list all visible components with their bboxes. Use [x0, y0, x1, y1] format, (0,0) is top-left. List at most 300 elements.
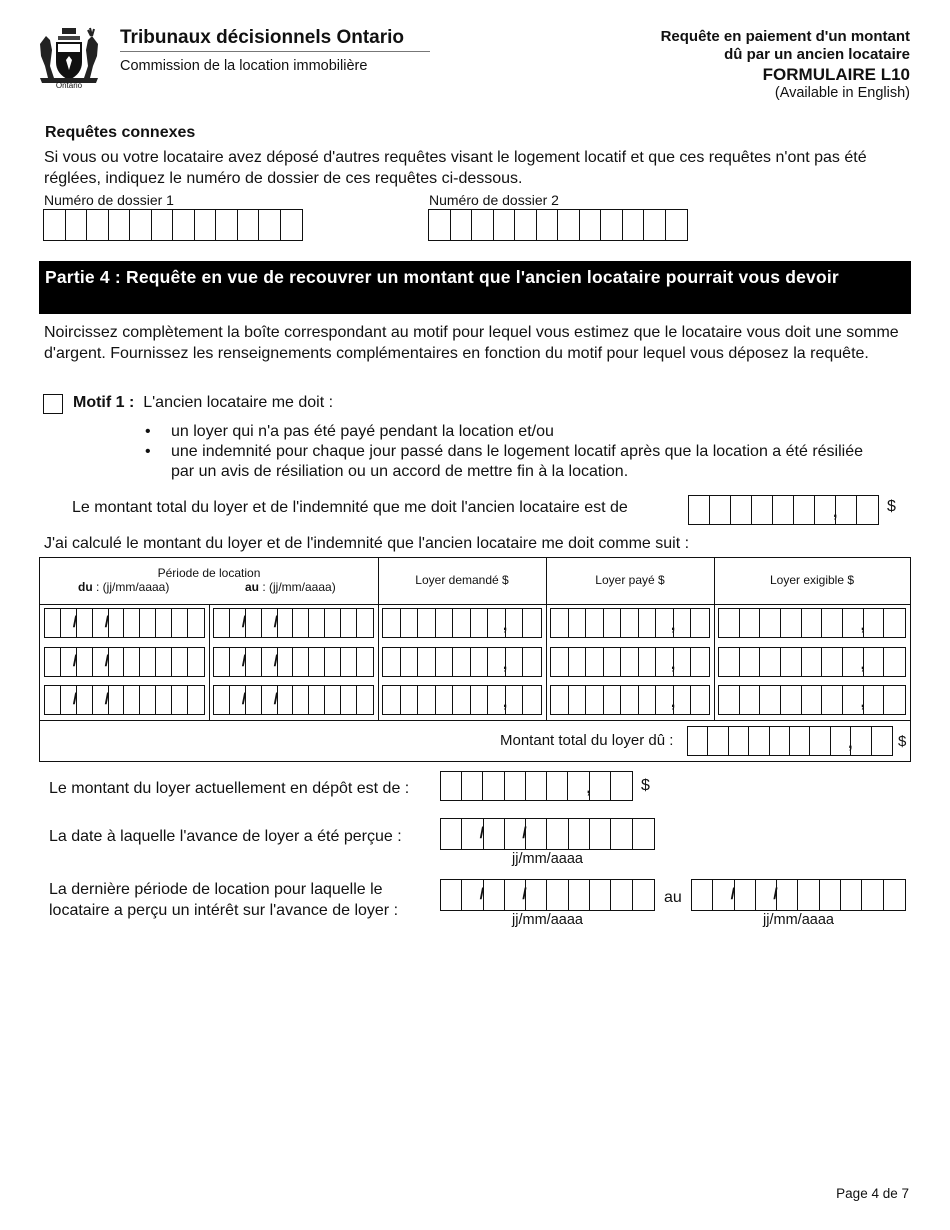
digit-box[interactable] — [841, 880, 862, 910]
from-date-header — [78, 580, 169, 594]
row-2-rent-owing[interactable] — [718, 647, 906, 677]
digit-box[interactable] — [719, 648, 740, 676]
digit-box[interactable] — [719, 609, 740, 637]
decimal-separator: , — [502, 617, 508, 634]
digit-box[interactable] — [502, 648, 524, 676]
digit-box[interactable] — [130, 210, 152, 240]
file-number-2-field[interactable] — [428, 209, 688, 241]
row-2-from-date[interactable] — [44, 647, 205, 677]
rent-owing-header: Loyer exigible $ — [769, 573, 855, 587]
decimal-separator: , — [670, 617, 676, 634]
total-rent-owing-currency: $ — [898, 733, 907, 750]
rent-charged-header: Loyer demandé $ — [415, 573, 509, 587]
digit-box[interactable] — [569, 609, 587, 637]
digit-box[interactable] — [453, 648, 471, 676]
interest-period-from-format: jj/mm/aaaa — [512, 912, 583, 928]
date-separator: / — [479, 825, 485, 842]
digit-box[interactable] — [44, 210, 66, 240]
digit-box[interactable] — [611, 819, 632, 849]
digit-box[interactable] — [45, 686, 61, 714]
digit-box[interactable] — [471, 648, 489, 676]
row-3-from-date[interactable] — [44, 685, 205, 715]
digit-box[interactable] — [418, 686, 436, 714]
digit-box[interactable] — [604, 648, 622, 676]
period-header: Période de location — [157, 566, 261, 580]
digit-box[interactable] — [601, 210, 623, 240]
digit-box[interactable] — [691, 686, 709, 714]
decimal-separator: , — [860, 617, 866, 634]
digit-box[interactable] — [522, 880, 547, 910]
digit-box[interactable] — [719, 686, 740, 714]
date-separator: / — [72, 653, 78, 670]
digit-box[interactable] — [639, 686, 657, 714]
digit-box[interactable] — [72, 609, 93, 637]
digit-box[interactable] — [441, 880, 462, 910]
digit-box[interactable] — [749, 727, 769, 755]
digit-box[interactable] — [884, 686, 905, 714]
date-separator: / — [72, 691, 78, 708]
deposit-currency: $ — [641, 777, 650, 794]
digit-box[interactable] — [633, 819, 654, 849]
digit-box[interactable] — [436, 686, 454, 714]
digit-box[interactable] — [760, 648, 781, 676]
digit-box[interactable] — [273, 648, 294, 676]
digit-box[interactable] — [325, 686, 341, 714]
digit-box[interactable] — [173, 210, 195, 240]
interest-period-to-word: au — [664, 889, 682, 906]
digit-box[interactable] — [586, 609, 604, 637]
digit-box[interactable] — [124, 609, 140, 637]
digit-box[interactable] — [731, 496, 752, 524]
total-rent-owing-field[interactable] — [687, 726, 893, 756]
digit-box[interactable] — [633, 880, 654, 910]
digit-box[interactable] — [691, 609, 709, 637]
digit-box[interactable] — [325, 609, 341, 637]
digit-box[interactable] — [309, 686, 325, 714]
digit-box[interactable] — [45, 609, 61, 637]
bullet-icon: • — [145, 443, 151, 460]
digit-box[interactable] — [781, 648, 802, 676]
digit-box[interactable] — [810, 727, 830, 755]
digit-box[interactable] — [670, 648, 692, 676]
deposit-date-field[interactable] — [440, 818, 655, 850]
to-word: au — [245, 580, 260, 594]
digit-box[interactable] — [273, 686, 294, 714]
row-3-rent-owing[interactable] — [718, 685, 906, 715]
digit-box[interactable] — [293, 648, 309, 676]
digit-box[interactable] — [140, 686, 156, 714]
digit-box[interactable] — [884, 648, 905, 676]
form-title-block — [661, 28, 910, 102]
deposit-date-format: jj/mm/aaaa — [512, 851, 583, 867]
digit-box[interactable] — [794, 496, 815, 524]
bullet-text: un loyer qui n'a pas été payé pendant la location et/ou — [171, 423, 554, 440]
row-2-to-date[interactable] — [213, 647, 374, 677]
digit-box[interactable] — [451, 210, 473, 240]
date-separator: / — [773, 886, 778, 903]
digit-box[interactable] — [611, 880, 632, 910]
digit-box[interactable] — [547, 819, 568, 849]
digit-box[interactable] — [494, 210, 516, 240]
interest-period-label-line-2: locataire a perçu un intérêt sur l'avance de loyer : — [49, 902, 399, 919]
date-separator: / — [479, 886, 485, 903]
digit-box[interactable] — [760, 686, 781, 714]
available-in-english: (Available in English) — [774, 85, 910, 101]
digit-box[interactable] — [569, 880, 590, 910]
row-1-rent-charged[interactable] — [382, 608, 542, 638]
digit-box[interactable] — [820, 880, 841, 910]
digit-box[interactable] — [401, 648, 419, 676]
digit-box[interactable] — [551, 648, 569, 676]
interest-period-label-line-1: La dernière période de location pour laquelle le — [49, 881, 383, 898]
digit-box[interactable] — [479, 819, 505, 849]
decimal-separator: , — [860, 694, 866, 711]
digit-box[interactable] — [238, 210, 260, 240]
digit-box[interactable] — [860, 648, 885, 676]
interest-period-from-field[interactable] — [440, 879, 655, 911]
from-word: du — [78, 580, 93, 594]
digit-box[interactable] — [644, 210, 666, 240]
digit-box[interactable] — [590, 819, 611, 849]
digit-box[interactable] — [259, 210, 281, 240]
digit-box[interactable] — [188, 648, 204, 676]
date-separator: / — [241, 614, 247, 631]
digit-box[interactable] — [611, 772, 632, 800]
digit-box[interactable] — [293, 686, 309, 714]
digit-box[interactable] — [781, 686, 802, 714]
reason-1-text: L'ancien locataire me doit : — [143, 394, 334, 411]
deposit-date-label: La date à laquelle l'avance de loyer a été perçue : — [49, 828, 402, 845]
digit-box[interactable] — [195, 210, 217, 240]
digit-box[interactable] — [523, 648, 541, 676]
digit-box[interactable] — [309, 648, 325, 676]
tribunal-name: Tribunaux décisionnels Ontario — [120, 27, 404, 48]
digit-box[interactable] — [401, 609, 419, 637]
digit-box[interactable] — [740, 686, 761, 714]
digit-box[interactable] — [537, 210, 559, 240]
digit-box[interactable] — [862, 880, 883, 910]
digit-box[interactable] — [72, 648, 93, 676]
digit-box[interactable] — [770, 727, 790, 755]
digit-box[interactable] — [802, 686, 823, 714]
digit-box[interactable] — [798, 880, 819, 910]
digit-box[interactable] — [341, 648, 357, 676]
digit-box[interactable] — [241, 648, 262, 676]
related-heading: Requêtes connexes — [45, 124, 196, 141]
date-separator: / — [72, 614, 78, 631]
date-separator: / — [730, 886, 736, 903]
page-number: Page 4 de 7 — [836, 1186, 909, 1201]
total-owed-label: Le montant total du loyer et de l'indemnité que me doit l'ancien locataire est de — [72, 499, 628, 516]
to-format: : (jj/mm/aaaa) — [259, 580, 336, 594]
digit-box[interactable] — [188, 686, 204, 714]
digit-box[interactable] — [740, 648, 761, 676]
interest-period-to-format: jj/mm/aaaa — [763, 912, 834, 928]
digit-box[interactable] — [670, 609, 692, 637]
digit-box[interactable] — [551, 609, 569, 637]
digit-box[interactable] — [293, 609, 309, 637]
digit-box[interactable] — [441, 819, 462, 849]
digit-box[interactable] — [383, 609, 401, 637]
digit-box[interactable] — [621, 648, 639, 676]
decimal-separator: , — [860, 656, 866, 673]
date-separator: / — [273, 653, 279, 670]
calculation-text: J'ai calculé le montant du loyer et de l'indemnité que l'ancien locataire me doit comme suit : — [44, 535, 690, 552]
digit-box[interactable] — [523, 609, 541, 637]
digit-box[interactable] — [586, 772, 611, 800]
digit-box[interactable] — [689, 496, 710, 524]
digit-box[interactable] — [621, 609, 639, 637]
digit-box[interactable] — [547, 772, 568, 800]
total-owed-field[interactable] — [688, 495, 879, 525]
digit-box[interactable] — [471, 686, 489, 714]
digit-box[interactable] — [87, 210, 109, 240]
digit-box[interactable] — [172, 648, 188, 676]
date-separator: / — [104, 691, 110, 708]
decimal-separator: , — [502, 656, 508, 673]
digit-box[interactable] — [502, 686, 524, 714]
digit-box[interactable] — [309, 609, 325, 637]
file-number-1-label: Numéro de dossier 1 — [44, 192, 174, 208]
digit-box[interactable] — [436, 648, 454, 676]
digit-box[interactable] — [418, 609, 436, 637]
digit-box[interactable] — [580, 210, 602, 240]
decimal-separator: , — [670, 694, 676, 711]
digit-box[interactable] — [710, 496, 731, 524]
decimal-separator: , — [848, 735, 853, 752]
digit-box[interactable] — [216, 210, 238, 240]
row-3-rent-charged[interactable] — [382, 685, 542, 715]
digit-box[interactable] — [45, 648, 61, 676]
digit-box[interactable] — [569, 648, 587, 676]
form-title-line-1: Requête en paiement d'un montant — [660, 28, 910, 45]
digit-box[interactable] — [586, 686, 604, 714]
list-item — [145, 442, 885, 482]
digit-box[interactable] — [760, 609, 781, 637]
digit-box[interactable] — [72, 686, 93, 714]
digit-box[interactable] — [623, 210, 645, 240]
date-separator: / — [273, 691, 279, 708]
digit-box[interactable] — [462, 772, 483, 800]
file-number-2-label: Numéro de dossier 2 — [429, 192, 559, 208]
digit-box[interactable] — [453, 609, 471, 637]
file-number-1-field[interactable] — [43, 209, 303, 241]
interest-period-to-field[interactable] — [691, 879, 906, 911]
date-separator: / — [241, 691, 247, 708]
digit-box[interactable] — [325, 648, 341, 676]
digit-box[interactable] — [860, 609, 885, 637]
digit-box[interactable] — [124, 648, 140, 676]
total-rent-owing-label: Montant total du loyer dû : — [500, 732, 674, 749]
date-separator: / — [104, 614, 110, 631]
decimal-separator: , — [670, 656, 676, 673]
date-separator: / — [104, 653, 110, 670]
digit-box[interactable] — [172, 686, 188, 714]
deposit-amount-label: Le montant du loyer actuellement en dépôt est de : — [49, 780, 410, 797]
digit-box[interactable] — [401, 686, 419, 714]
digit-box[interactable] — [670, 686, 692, 714]
list-item — [145, 422, 885, 442]
form-title-line-2: dû par un ancien locataire — [724, 46, 910, 63]
header-divider — [120, 51, 430, 52]
part-4-instructions: Noircissez complètement la boîte correspondant au motif pour lequel vous estimez que le locataire vous doit une somme d'argent. Fournissez les renseignements complémentaires en fonction du motif pour lequel vous déposez la requête. — [44, 324, 899, 362]
row-3-rent-paid[interactable] — [550, 685, 710, 715]
column-divider — [209, 604, 210, 720]
digit-box[interactable] — [66, 210, 88, 240]
digit-box[interactable] — [569, 819, 590, 849]
reason-1-line — [73, 392, 333, 413]
digit-box[interactable] — [822, 648, 843, 676]
deposit-amount-field[interactable] — [440, 771, 633, 801]
digit-box[interactable] — [884, 880, 905, 910]
digit-box[interactable] — [558, 210, 580, 240]
row-divider — [40, 604, 910, 605]
related-text: Si vous ou votre locataire avez déposé d'autres requêtes visant le logement locatif et que ces requêtes n'ont pas été réglées, indiquez le numéro de dossier de ces requêtes ci-dessous. — [44, 149, 867, 187]
digit-box[interactable] — [104, 686, 125, 714]
digit-box[interactable] — [152, 210, 174, 240]
digit-box[interactable] — [730, 880, 756, 910]
digit-box[interactable] — [156, 609, 172, 637]
digit-box[interactable] — [526, 772, 547, 800]
digit-box[interactable] — [688, 727, 708, 755]
digit-box[interactable] — [729, 727, 749, 755]
digit-box[interactable] — [708, 727, 728, 755]
digit-box[interactable] — [639, 648, 657, 676]
digit-box[interactable] — [621, 686, 639, 714]
digit-box[interactable] — [273, 609, 294, 637]
digit-box[interactable] — [104, 609, 125, 637]
form-number: FORMULAIRE L10 — [762, 65, 910, 84]
digit-box[interactable] — [740, 609, 761, 637]
digit-box[interactable] — [441, 772, 462, 800]
digit-box[interactable] — [857, 496, 878, 524]
digit-box[interactable] — [341, 686, 357, 714]
digit-box[interactable] — [429, 210, 451, 240]
digit-box[interactable] — [453, 686, 471, 714]
digit-box[interactable] — [848, 727, 871, 755]
digit-box[interactable] — [418, 648, 436, 676]
digit-box[interactable] — [472, 210, 494, 240]
date-separator: / — [522, 825, 527, 842]
digit-box[interactable] — [551, 686, 569, 714]
digit-box[interactable] — [483, 772, 504, 800]
digit-box[interactable] — [781, 609, 802, 637]
row-2-rent-paid[interactable] — [550, 647, 710, 677]
digit-box[interactable] — [140, 648, 156, 676]
digit-box[interactable] — [383, 686, 401, 714]
row-divider — [40, 720, 910, 721]
row-1-from-date[interactable] — [44, 608, 205, 638]
digit-box[interactable] — [241, 609, 262, 637]
digit-box[interactable] — [214, 648, 230, 676]
reason-1-label: Motif 1 : — [73, 394, 135, 411]
digit-box[interactable] — [241, 686, 262, 714]
digit-box[interactable] — [860, 686, 885, 714]
digit-box[interactable] — [214, 609, 230, 637]
digit-box[interactable] — [109, 210, 131, 240]
row-1-rent-owing[interactable] — [718, 608, 906, 638]
digit-box[interactable] — [691, 648, 709, 676]
digit-box[interactable] — [357, 609, 373, 637]
from-format: : (jj/mm/aaaa) — [92, 580, 170, 594]
bullet-text: une indemnité pour chaque jour passé dans le logement locatif après que la location a été résiliée par un avis de résiliation ou un accord de mettre fin à la location. — [171, 443, 863, 480]
total-owed-currency: $ — [887, 498, 896, 515]
digit-box[interactable] — [604, 609, 622, 637]
row-2-rent-charged[interactable] — [382, 647, 542, 677]
digit-box[interactable] — [479, 880, 505, 910]
to-date-header — [245, 580, 336, 594]
digit-box[interactable] — [341, 609, 357, 637]
rent-paid-header: Loyer payé $ — [595, 573, 665, 587]
digit-box[interactable] — [802, 648, 823, 676]
digit-box[interactable] — [523, 686, 541, 714]
digit-box[interactable] — [752, 496, 773, 524]
decimal-separator: , — [502, 694, 508, 711]
digit-box[interactable] — [172, 609, 188, 637]
digit-box[interactable] — [590, 880, 611, 910]
digit-box[interactable] — [569, 686, 587, 714]
digit-box[interactable] — [281, 210, 303, 240]
digit-box[interactable] — [773, 496, 794, 524]
decimal-separator: , — [586, 780, 591, 797]
bullet-icon: • — [145, 423, 151, 440]
digit-box[interactable] — [156, 686, 172, 714]
digit-box[interactable] — [604, 686, 622, 714]
digit-box[interactable] — [502, 609, 524, 637]
digit-box[interactable] — [547, 880, 568, 910]
date-separator: / — [241, 653, 247, 670]
digit-box[interactable] — [822, 686, 843, 714]
row-1-to-date[interactable] — [213, 608, 374, 638]
reason-1-bullets — [145, 422, 885, 482]
digit-box[interactable] — [790, 727, 810, 755]
digit-box[interactable] — [586, 648, 604, 676]
digit-box[interactable] — [515, 210, 537, 240]
digit-box[interactable] — [833, 496, 857, 524]
digit-box[interactable] — [357, 648, 373, 676]
digit-box[interactable] — [140, 609, 156, 637]
digit-box[interactable] — [666, 210, 688, 240]
digit-box[interactable] — [522, 819, 547, 849]
digit-box[interactable] — [383, 648, 401, 676]
reason-1-checkbox[interactable] — [43, 394, 63, 414]
digit-box[interactable] — [505, 772, 526, 800]
digit-box[interactable] — [872, 727, 892, 755]
row-1-rent-paid[interactable] — [550, 608, 710, 638]
digit-box[interactable] — [639, 609, 657, 637]
digit-box[interactable] — [156, 648, 172, 676]
digit-box[interactable] — [773, 880, 798, 910]
decimal-separator: , — [833, 504, 838, 521]
digit-box[interactable] — [471, 609, 489, 637]
digit-box[interactable] — [188, 609, 204, 637]
digit-box[interactable] — [357, 686, 373, 714]
date-separator: / — [522, 886, 527, 903]
row-3-to-date[interactable] — [213, 685, 374, 715]
rent-calculation-table — [39, 557, 911, 762]
digit-box[interactable] — [692, 880, 713, 910]
digit-box[interactable] — [104, 648, 125, 676]
part-4-banner: Partie 4 : Requête en vue de recouvrer un montant que l'ancien locataire pourrait vous devoir — [39, 261, 911, 314]
digit-box[interactable] — [822, 609, 843, 637]
digit-box[interactable] — [214, 686, 230, 714]
logo-caption: Ontario — [55, 81, 83, 90]
digit-box[interactable] — [436, 609, 454, 637]
digit-box[interactable] — [802, 609, 823, 637]
board-name: Commission de la location immobilière — [120, 58, 368, 74]
digit-box[interactable] — [884, 609, 905, 637]
digit-box[interactable] — [124, 686, 140, 714]
